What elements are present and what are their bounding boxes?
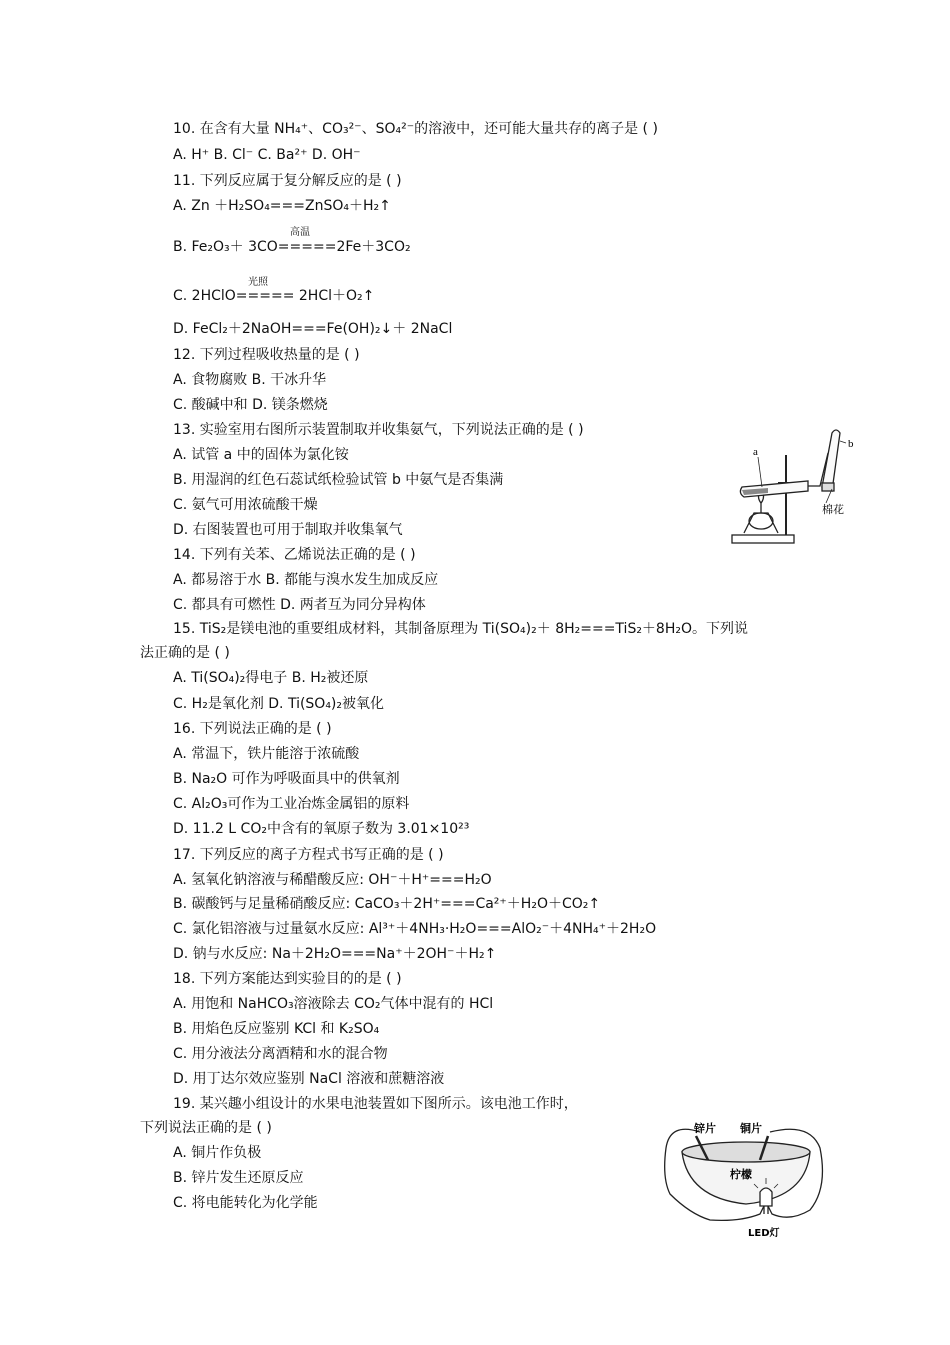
question-13-option-c: C. 氨气可用浓硫酸干燥 bbox=[173, 497, 318, 513]
question-18-option-b: B. 用焰色反应鉴别 KCl 和 K₂SO₄ bbox=[173, 1021, 380, 1037]
question-11-option-d: D. FeCl₂＋2NaOH===Fe(OH)₂↓＋ 2NaCl bbox=[173, 321, 453, 337]
label-copper: 铜片 bbox=[740, 1122, 762, 1135]
question-11: 11. 下列反应属于复分解反应的是 ( ) bbox=[173, 173, 402, 189]
question-19-option-c: C. 将电能转化为化学能 bbox=[173, 1195, 318, 1211]
question-12-options-ab: A. 食物腐败 B. 干冰升华 bbox=[173, 372, 327, 388]
question-10-options: A. H⁺ B. Cl⁻ C. Ba²⁺ D. OH⁻ bbox=[173, 147, 361, 163]
question-16-option-a: A. 常温下，铁片能溶于浓硫酸 bbox=[173, 746, 360, 762]
question-14-options-cd: C. 都具有可燃性 D. 两者互为同分异构体 bbox=[173, 597, 426, 613]
question-17: 17. 下列反应的离子方程式书写正确的是 ( ) bbox=[173, 847, 444, 863]
leader-line-a bbox=[758, 457, 762, 487]
condition-high-temperature: 高温 bbox=[290, 227, 310, 238]
question-18-option-c: C. 用分液法分离酒精和水的混合物 bbox=[173, 1046, 388, 1062]
fruit-battery-figure bbox=[660, 1118, 830, 1240]
question-16: 16. 下列说法正确的是 ( ) bbox=[173, 721, 332, 737]
led-bulb bbox=[760, 1188, 772, 1206]
question-11-option-b: B. Fe₂O₃＋ 3CO=====2Fe＋3CO₂ bbox=[173, 239, 411, 255]
label-cotton: 棉花 bbox=[822, 503, 844, 516]
test-tube-b bbox=[822, 430, 840, 491]
ammonia-apparatus-figure bbox=[728, 425, 858, 550]
question-15-continued: 法正确的是 ( ) bbox=[140, 645, 230, 661]
question-12: 12. 下列过程吸收热量的是 ( ) bbox=[173, 347, 360, 363]
question-12-options-cd: C. 酸碱中和 D. 镁条燃烧 bbox=[173, 397, 328, 413]
question-17-option-a: A. 氢氧化钠溶液与稀醋酸反应: OH⁻＋H⁺===H₂O bbox=[173, 872, 492, 888]
question-11-option-c: C. 2HClO===== 2HCl＋O₂↑ bbox=[173, 288, 375, 304]
lamp-body bbox=[749, 513, 773, 529]
question-16-option-d: D. 11.2 L CO₂中含有的氧原子数为 3.01×10²³ bbox=[173, 821, 470, 837]
label-a: a bbox=[753, 446, 758, 458]
question-15: 15. TiS₂是镁电池的重要组成材料，其制备原理为 Ti(SO₄)₂＋ 8H₂===TiS₂＋8H₂O。下列说 bbox=[173, 621, 749, 637]
question-18-option-a: A. 用饱和 NaHCO₃溶液除去 CO₂气体中混有的 HCl bbox=[173, 996, 494, 1012]
question-13: 13. 实验室用右图所示装置制取并收集氨气，下列说法正确的是 ( ) bbox=[173, 422, 584, 438]
question-17-option-d: D. 钠与水反应: Na＋2H₂O===Na⁺＋2OH⁻＋H₂↑ bbox=[173, 946, 497, 962]
question-16-option-b: B. Na₂O 可作为呼吸面具中的供氧剂 bbox=[173, 771, 400, 787]
label-zinc: 锌片 bbox=[694, 1122, 716, 1135]
question-13-option-b: B. 用湿润的红色石蕊试纸检验试管 b 中氨气是否集满 bbox=[173, 472, 504, 488]
question-13-option-d: D. 右图装置也可用于制取并收集氧气 bbox=[173, 522, 403, 538]
question-14: 14. 下列有关苯、乙烯说法正确的是 ( ) bbox=[173, 547, 416, 563]
cotton-plug bbox=[822, 483, 834, 491]
question-16-option-c: C. Al₂O₃可作为工业冶炼金属铝的原料 bbox=[173, 796, 410, 812]
question-15-options-ab: A. Ti(SO₄)₂得电子 B. H₂被还原 bbox=[173, 670, 369, 686]
question-18-option-d: D. 用丁达尔效应鉴别 NaCl 溶液和蔗糖溶液 bbox=[173, 1071, 445, 1087]
question-13-option-a: A. 试管 a 中的固体为氯化铵 bbox=[173, 447, 349, 463]
question-19-option-b: B. 锌片发生还原反应 bbox=[173, 1170, 304, 1186]
question-10: 10. 在含有大量 NH₄⁺、CO₃²⁻、SO₄²⁻的溶液中，还可能大量共存的离子是 ( ) bbox=[173, 121, 658, 137]
label-b: b bbox=[848, 438, 854, 450]
question-11-option-a: A. Zn ＋H₂SO₄===ZnSO₄＋H₂↑ bbox=[173, 198, 391, 214]
question-19-option-a: A. 铜片作负极 bbox=[173, 1145, 262, 1161]
question-17-option-c: C. 氯化铝溶液与过量氨水反应: Al³⁺＋4NH₃·H₂O===AlO₂⁻＋4NH₄⁺＋2H₂O bbox=[173, 921, 657, 937]
question-14-options-ab: A. 都易溶于水 B. 都能与溴水发生加成反应 bbox=[173, 572, 439, 588]
stand-base bbox=[732, 535, 794, 543]
question-19: 19. 某兴趣小组设计的水果电池装置如下图所示。该电池工作时， bbox=[173, 1096, 578, 1112]
question-18: 18. 下列方案能达到实验目的的是 ( ) bbox=[173, 971, 402, 987]
question-19-continued: 下列说法正确的是 ( ) bbox=[140, 1120, 272, 1136]
test-tube-a bbox=[740, 481, 808, 497]
label-led: LED灯 bbox=[748, 1228, 780, 1239]
label-lemon: 柠檬 bbox=[730, 1168, 752, 1181]
leader-line-b bbox=[840, 441, 846, 443]
question-15-options-cd: C. H₂是氧化剂 D. Ti(SO₄)₂被氧化 bbox=[173, 696, 385, 712]
condition-light: 光照 bbox=[248, 277, 268, 288]
question-17-option-b: B. 碳酸钙与足量稀硝酸反应: CaCO₃＋2H⁺===Ca²⁺＋H₂O＋CO₂↑ bbox=[173, 896, 601, 912]
